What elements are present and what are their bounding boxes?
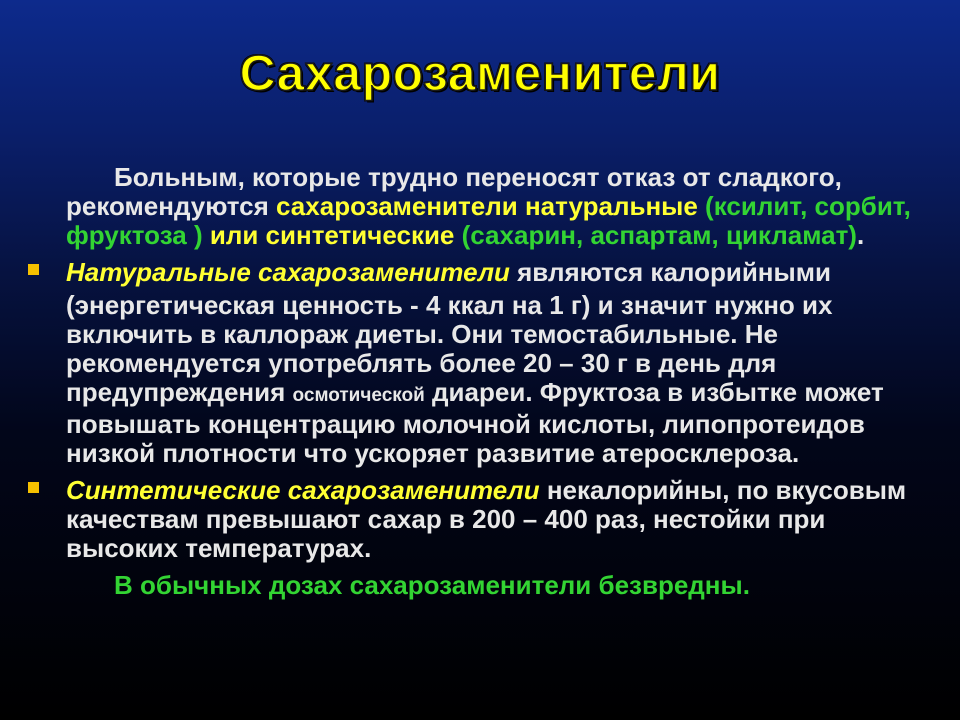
slide-title: Сахарозаменители (239, 45, 721, 101)
intro-text: Больным, которые трудно переносят отказ от сладкого, рекомендуются (66, 162, 842, 221)
bullet-natural-lead: Натуральные сахарозаменители (66, 257, 510, 287)
intro-natural-examples: (ксилит, сорбит, фруктоза ) (66, 191, 911, 250)
bullet-natural-text3: диареи. Фруктоза в избытке может повышать концентрацию молочной кислоты, липопротеидов низкой плотности что ускоряет развитие атеросклероза. (66, 377, 884, 468)
bullet-natural-body (66, 291, 926, 468)
intro-period: . (856, 220, 865, 250)
slide-body (66, 163, 926, 600)
bullet-natural-small: осмотической (292, 385, 425, 406)
bullet-synthetic-text: некалорийны, по вкусовым качествам превышают сахар в 200 – 400 раз, нестойки при высоких температурах. (66, 475, 907, 563)
bullet-natural-text1: являются калорийными (509, 257, 831, 287)
intro-highlight-natural: сахарозаменители натуральные (276, 191, 706, 221)
intro-highlight-synthetic: или синтетические (209, 220, 462, 250)
bullet-synthetic (66, 476, 926, 563)
intro-synthetic-examples: (сахарин, аспартам, цикламат) (461, 220, 857, 250)
square-bullet-icon (28, 264, 39, 275)
intro-paragraph (66, 163, 926, 250)
closing-line: В обычных дозах сахарозаменители безвредны. (114, 570, 750, 600)
bullet-natural (66, 258, 926, 468)
bullet-natural-text2: (энергетическая ценность - 4 ккал на 1 г) и значит нужно их включить в каллораж диеты. Они темостабильные. Не рекомендуется употреблять более 20 – 30 г в день для предупреждения (66, 290, 833, 407)
bullet-synthetic-lead: Синтетические сахарозаменители (66, 475, 540, 505)
square-bullet-icon (28, 482, 39, 493)
